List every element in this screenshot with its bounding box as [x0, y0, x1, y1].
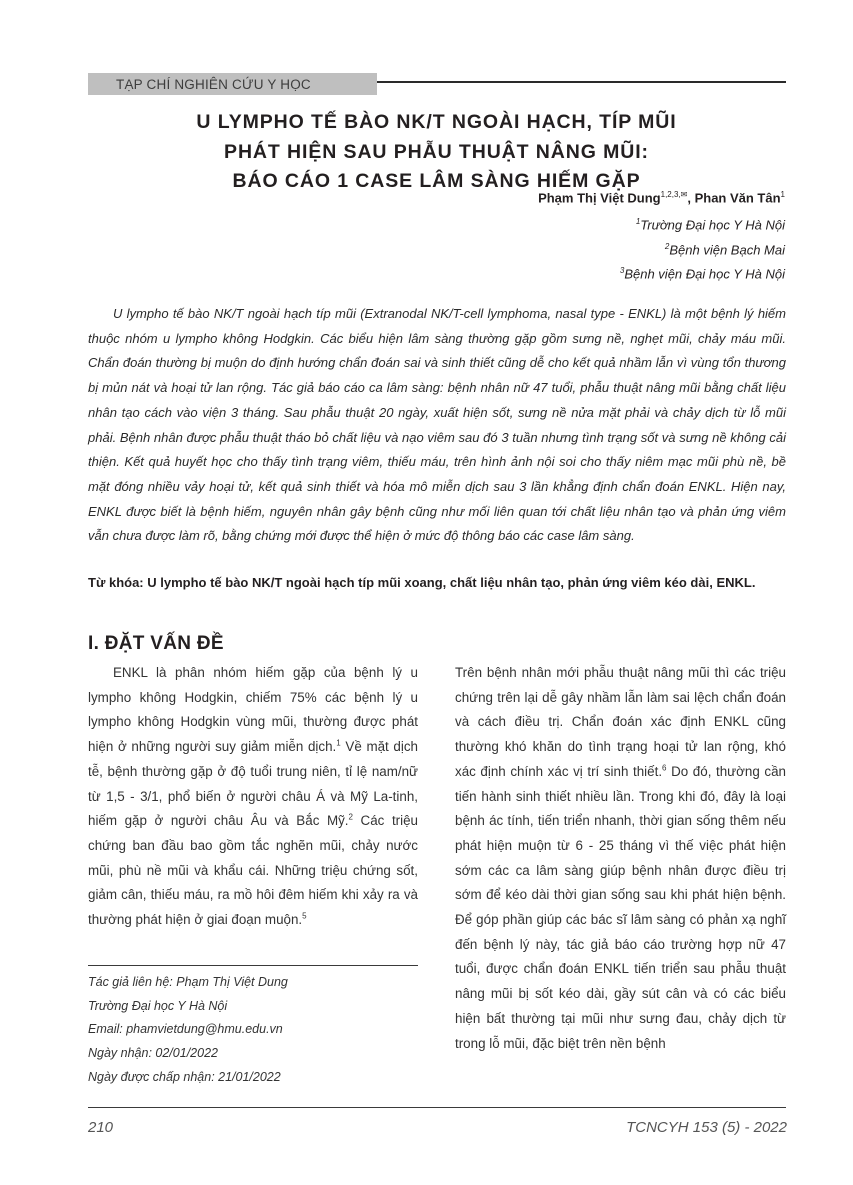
affiliation-number: 1 — [635, 217, 641, 226]
affiliation-name: Bệnh viện Đại học Y Hà Nội — [624, 266, 785, 282]
header-rule — [377, 81, 786, 83]
footer-rule — [88, 1107, 786, 1108]
affiliation-name: Bệnh viện Bạch Mai — [669, 242, 785, 258]
affiliation-name: Trường Đại học Y Hà Nội — [640, 217, 785, 233]
citation-ref: 6 — [662, 763, 667, 773]
page-number: 210 — [88, 1119, 114, 1136]
footnote-rule — [88, 965, 418, 966]
affiliation-2 — [665, 242, 785, 257]
title-line-1: U LYMPHO TẾ BÀO NK/T NGOÀI HẠCH, TÍP MŨI — [196, 111, 677, 133]
affiliation-1 — [636, 217, 785, 232]
footnote-accepted-date: Ngày được chấp nhận: 21/01/2022 — [88, 1070, 281, 1084]
author-line — [538, 190, 785, 205]
title-line-3: BÁO CÁO 1 CASE LÂM SÀNG HIẾM GẶP — [232, 170, 641, 192]
author-name-2: Phan Văn Tân — [694, 190, 781, 206]
keywords: Từ khóa: U lympho tế bào NK/T ngoài hạch típ mũi xoang, chất liệu nhân tạo, phản ứng viêm kéo dài, ENKL. — [88, 575, 756, 590]
journal-name-header: TẠP CHÍ NGHIÊN CỨU Y HỌC — [88, 73, 377, 95]
body-text: Các triệu chứng ban đầu bao gồm tắc nghẽn mũi, chảy nước mũi, phù nề mũi và khẩu cái. Những triệu chứng sốt, giảm cân, thiếu máu, ra mồ hôi đêm hiếm khi xảy ra và thường phát hiện ở giai đoạn muộn. — [88, 813, 418, 928]
section-heading: I. ĐẶT VẤN ĐỀ — [88, 633, 224, 654]
body-text: Do đó, thường cần tiến hành sinh thiết nhiều lần. Trong khi đó, đây là loại bệnh ác tính, tiến triển nhanh, thời gian sống thêm nếu phát hiện muộn từ 6 - 25 tháng vì thế việc phát hiện sớm các ca lâm sàng giúp bệnh nhân được điều trị sớm để kéo dài thời gian sống sau khi phát hiện bệnh. Để góp phần giúp các bác sĩ lâm sàng có phản xạ nghĩ đến bệnh lý này, tác giả báo cáo trường hợp nữ 47 tuổi, được chẩn đoán ENKL tiến triển sau phẫu thuật nâng mũi bị sốt kéo dài, gầy sút cân và có các biểu hiện bất thường tại mũi như sưng đau, chảy dịch từ trong lỗ mũi, đặc biệt trên nền bệnh — [455, 763, 786, 1051]
body-column-left — [88, 661, 418, 933]
author-separator: , — [687, 190, 695, 206]
footnote-institution: Trường Đại học Y Hà Nội — [88, 999, 228, 1013]
author-name-1: Phạm Thị Việt Dung — [538, 190, 661, 206]
citation-ref: 2 — [348, 812, 353, 822]
footnote-received-date: Ngày nhận: 02/01/2022 — [88, 1046, 218, 1060]
title-line-2: PHÁT HIỆN SAU PHẪU THUẬT NÂNG MŨI: — [224, 140, 649, 163]
citation-ref: 5 — [302, 911, 307, 921]
author-2-affiliation-marks: 1 — [780, 190, 785, 199]
affiliation-3 — [620, 266, 785, 281]
abstract: U lympho tế bào NK/T ngoài hạch típ mũi (Extranodal NK/T-cell lymphoma, nasal type - ENKL) là một bệnh lý hiếm thuộc nhóm u lympho không Hodgkin. Các biểu hiện lâm sàng thường gặp gồm sưng nề, nghẹt mũi, chảy máu mũi. Chẩn đoán thường bị muộn do định hướng chẩn đoán sai và sinh thiết cũng dễ cho kết quả nhầm lẫn vì vùng tổn thương bị mủn nát và hoại tử lan rộng. Tác giả báo cáo ca lâm sàng: bệnh nhân nữ 47 tuổi, phẫu thuật nâng mũi bằng chất liệu nhân tạo cách vào viện 3 tháng. Sau phẫu thuật 20 ngày, xuất hiện sốt, sưng nề nửa mặt phải và chảy dịch từ lỗ mũi phải. Bệnh nhân được phẫu thuật tháo bỏ chất liệu và nạo viêm sau đó 3 tuần nhưng tình trạng sốt và sưng nề không cải thiện. Kết quả huyết học cho thấy tình trạng viêm, thiếu máu, trên hình ảnh nội soi cho thấy niêm mạc mũi phù nề, bề mặt đóng nhiều vảy hoại tử, kết quả sinh thiết và hóa mô miễn dịch sau 3 lần khẳng định chẩn đoán ENKL. Hiện nay, ENKL được biết là bệnh hiếm, nguyên nhân gây bệnh cũng như mối liên quan tới chất liệu nhân tạo và phản ứng viêm vẫn chưa được làm rõ, bằng chứng mới được thể hiện ở mức độ thông báo các case lâm sàng. — [88, 306, 786, 544]
citation-ref: 1 — [336, 738, 341, 748]
body-text: Về mặt dịch tễ, bệnh thường gặp ở độ tuổi trung niên, tỉ lệ nam/nữ từ 1,5 - 3/1, phổ biến ở người châu Á và Mỹ La-tinh, hiếm gặp ở người châu Âu và Bắc Mỹ. — [88, 739, 418, 829]
body-column-right — [455, 661, 786, 1056]
author-1-affiliation-marks: 1,2,3,✉ — [660, 190, 688, 199]
body-text: ENKL là phân nhóm hiếm gặp của bệnh lý u lympho không Hodgkin, chiếm 75% các bệnh lý u lympho không Hodgkin vùng mũi, thường được phát hiện ở những người suy giảm miễn dịch. — [88, 665, 418, 755]
body-text: Trên bệnh nhân mới phẫu thuật nâng mũi thì các triệu chứng trên lại dễ gây nhầm lẫn làm sai lệch chẩn đoán và cách điều trị. Chẩn đoán xác định ENKL cũng thường khó khăn do tình trạng hoại tử lan rộng, khó xác định chính xác vị trí sinh thiết. — [455, 665, 786, 779]
journal-issue-ref: TCNCYH 153 (5) - 2022 — [626, 1119, 787, 1136]
footnote-email: Email: phamvietdung@hmu.edu.vn — [88, 1022, 283, 1036]
affiliation-number: 3 — [619, 266, 625, 275]
affiliation-number: 2 — [664, 242, 670, 251]
footnote-contact: Tác giả liên hệ: Phạm Thị Việt Dung — [88, 975, 288, 989]
article-title — [88, 108, 785, 197]
